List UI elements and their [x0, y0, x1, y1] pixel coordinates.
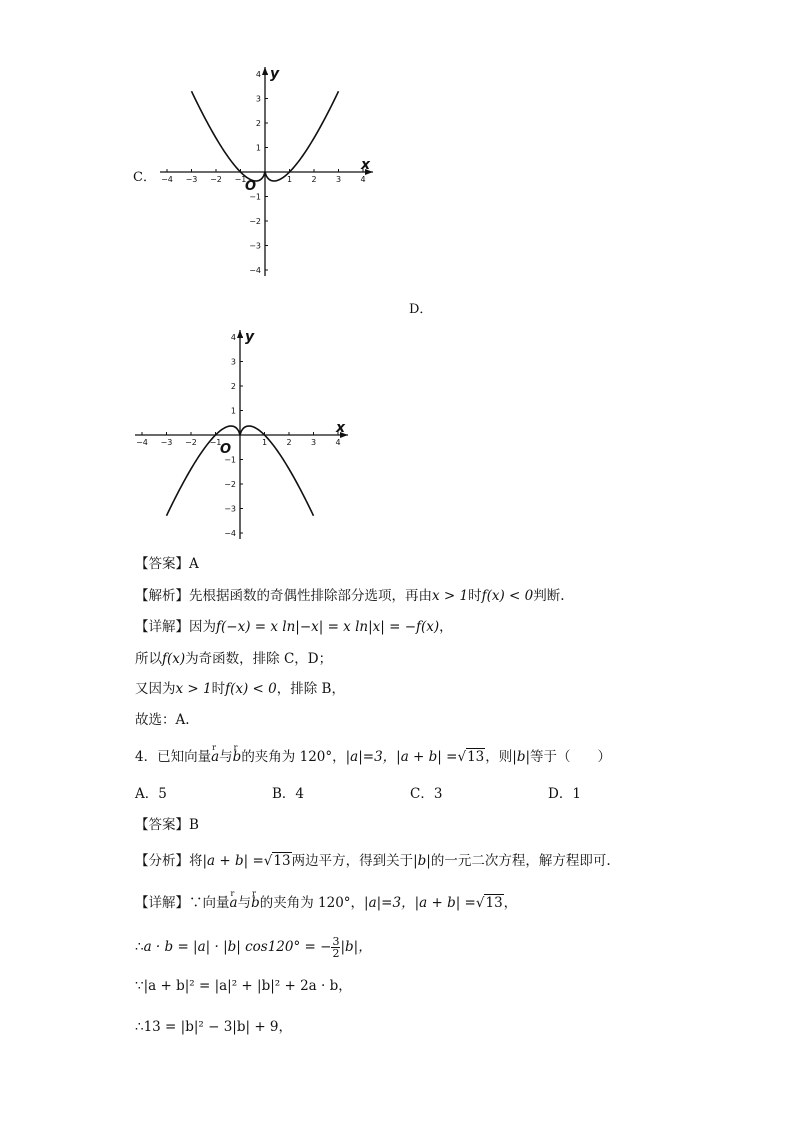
y-tick-label: −1: [249, 192, 261, 202]
x-tick-label: −3: [160, 438, 173, 447]
fenxi-text-a: 将: [189, 853, 203, 869]
q4-stem-e: 等于（ ）: [530, 749, 612, 765]
y-tick-label: 3: [230, 357, 236, 367]
vector-a: r a: [211, 748, 219, 766]
q3-line3: [135, 680, 345, 698]
line3-text-c: ，排除 B，: [276, 681, 345, 697]
x-tick-label: 3: [335, 175, 342, 184]
x-axis-label: x: [361, 157, 371, 173]
magnitude-b: |b|: [512, 749, 531, 765]
graph-c-content: [160, 66, 373, 276]
q4-detail-line: 【详解】∵向量r a与r b的夹角为 120°，|a|=3，|a + b| =√13，: [135, 894, 517, 912]
q4-stem-c: 的夹角为 120°，: [241, 749, 346, 765]
vector-b: r b: [233, 748, 242, 766]
frac-den: 2: [332, 947, 340, 960]
line2-expr: f(x): [162, 651, 186, 667]
q4-detail-c: ，: [503, 895, 518, 911]
y-tick-label: −2: [249, 217, 261, 226]
answer-value: A: [189, 556, 199, 572]
line2-text-b: 为奇函数，排除 C，D；: [185, 651, 333, 667]
sqrt-13: 13: [467, 749, 485, 765]
x-tick-label: 2: [311, 175, 317, 184]
x-tick-label: 1: [261, 438, 268, 447]
y-tick-label: −2: [224, 480, 236, 489]
x-tick-label: −1: [234, 175, 247, 184]
x-tick-label: −2: [210, 175, 222, 184]
line3-cond: x > 1: [175, 681, 212, 697]
frac-num: 3: [332, 935, 340, 948]
analysis-cond: x > 1: [432, 588, 469, 604]
q4-option-b: B．4: [272, 786, 305, 802]
step1-a: ∴: [135, 939, 144, 955]
fenxi-text-c: 的一元二次方程，解方程即可.: [430, 853, 611, 869]
graph-d-content: [135, 329, 348, 539]
q4-option-a: A．5: [135, 786, 167, 802]
y-tick-label: 1: [255, 143, 261, 153]
fenxi-expr: |a + b| =: [202, 853, 264, 869]
detail-expr: f(−x) = x ln|−x| = x ln|x| = −f(x): [216, 619, 440, 635]
detail-text-b: ，: [439, 619, 453, 635]
x-tick-label: −3: [185, 175, 198, 184]
analysis-text-b: 时: [468, 588, 482, 604]
q4-step3: ∴13 = |b|² − 3|b| + 9，: [135, 1019, 293, 1035]
q4-step1: [135, 936, 372, 959]
q4-detail-b: 的夹角为 120°，: [259, 895, 365, 911]
step1-b: a · b = |a| · |b| cos120° = −: [143, 939, 332, 955]
x-tick-label: −2: [185, 438, 197, 447]
graph-c: [155, 62, 385, 282]
answer-tag: 【答案】: [135, 556, 189, 572]
x-tick-label: 2: [286, 438, 292, 447]
q4-detail-sum: |a + b| =: [414, 895, 476, 911]
x-tick-label: −4: [161, 175, 173, 184]
y-tick-label: −3: [249, 241, 261, 251]
y-tick-label: −1: [224, 455, 236, 465]
y-tick-label: 3: [255, 94, 261, 104]
y-tick-label: −4: [249, 266, 261, 275]
x-axis-label: x: [336, 420, 346, 436]
x-tick-label: 1: [286, 175, 293, 184]
analysis-text-c: 判断.: [533, 588, 565, 604]
line3-expr: f(x) < 0: [225, 681, 277, 697]
origin-label: O: [220, 442, 232, 457]
q3-detail-line: [135, 618, 453, 636]
q3-analysis-line: [135, 587, 565, 605]
option-d-label: D．: [409, 302, 433, 317]
q3-line2: [135, 650, 332, 668]
sum-expr: |a + b| =: [396, 749, 458, 765]
q4-answer-line: [135, 816, 199, 834]
q4-detail-and: 与: [237, 895, 252, 911]
q4-detail-mag: |a|=3，: [364, 895, 415, 911]
y-tick-label: −3: [224, 504, 236, 514]
analysis-tag: 【解析】: [135, 588, 189, 604]
analysis-text-a: 先根据函数的奇偶性排除部分选项，再由: [189, 588, 432, 604]
q4-answer-tag: 【答案】: [135, 817, 189, 833]
fenxi-mag-b: |b|: [413, 853, 431, 869]
x-tick-label: 4: [360, 175, 366, 184]
q4-stem-b: 与: [219, 749, 233, 765]
q4-detail-tag: 【详解】: [135, 895, 189, 911]
x-tick-label: −4: [136, 438, 148, 447]
analysis-expr: f(x) < 0: [481, 588, 534, 604]
q4-fenxi-line: 【分析】将|a + b| =√13两边平方，得到关于|b|的一元二次方程，解方程即可.: [135, 853, 611, 869]
q4-stem-a: 4．已知向量: [135, 749, 212, 765]
y-tick-label: −4: [224, 529, 236, 538]
fenxi-tag: 【分析】: [135, 853, 189, 869]
q4-detail-vec-b: r b: [251, 894, 260, 912]
line3-text-a: 又因为: [135, 681, 176, 697]
y-tick-label: 4: [255, 70, 261, 79]
q4-stem-d: ，则: [485, 749, 513, 765]
q4-stem: 4．已知向量r a与r b的夹角为 120°，|a|=3，|a + b| =√13，则|b|等于（ ）: [135, 748, 611, 766]
origin-label: O: [245, 179, 257, 194]
y-axis-label: y: [245, 329, 255, 345]
q4-detail-a: ∵向量: [189, 895, 230, 911]
magnitude-a: |a|=3，: [345, 749, 397, 765]
x-tick-label: 3: [310, 438, 317, 447]
y-tick-label: 4: [230, 333, 236, 342]
y-axis-label: y: [270, 66, 280, 82]
y-tick-label: 2: [255, 119, 261, 128]
detail-tag: 【详解】: [135, 619, 189, 635]
q4-detail-sqrt: 13: [485, 895, 503, 911]
option-c-label: C．: [133, 170, 156, 185]
x-tick-label: −1: [209, 438, 222, 447]
line3-text-b: 时: [211, 681, 226, 697]
q4-step2: ∵|a + b|² = |a|² + |b|² + 2a · b，: [135, 978, 352, 994]
q4-detail-vec-a: r a: [230, 894, 238, 912]
q4-option-c: C．3: [410, 786, 443, 802]
q3-answer-line: [135, 555, 199, 573]
x-tick-label: 4: [335, 438, 341, 447]
graph-d: [130, 325, 360, 545]
q4-answer-value: B: [189, 817, 199, 833]
y-tick-label: 1: [230, 406, 236, 416]
step1-c: |b|，: [340, 939, 372, 955]
fenxi-sqrt-13: 13: [273, 853, 291, 869]
q3-line4: 故选：A.: [135, 712, 190, 728]
y-tick-label: 2: [230, 382, 236, 391]
line2-text-a: 所以: [135, 651, 162, 667]
detail-text-a: 因为: [189, 619, 216, 635]
q4-option-d: D．1: [548, 786, 581, 802]
fenxi-text-b: 两边平方，得到关于: [291, 853, 414, 869]
